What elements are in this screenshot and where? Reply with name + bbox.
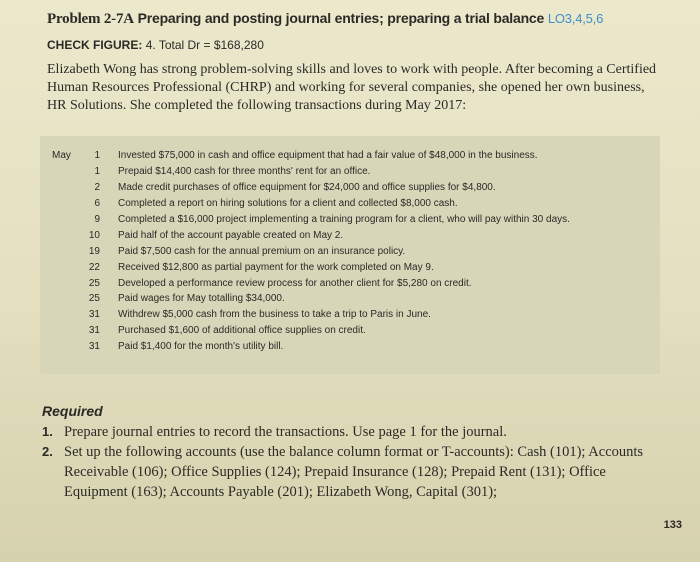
transaction-text: Withdrew $5,000 cash from the business to take a trip to Paris in June. <box>118 309 431 321</box>
transaction-month: May <box>52 150 71 162</box>
transaction-row <box>52 180 570 196</box>
required-list <box>42 422 672 502</box>
transaction-text: Completed a $16,000 project implementing a training program for a client, who will pay within 30 days. <box>118 214 570 225</box>
transaction-day: 31 <box>88 309 100 321</box>
problem-intro: Elizabeth Wong has strong problem-solving skills and loves to work with people. After becoming a Certified Human Resources Professional (CHRP) and working for several companies, she opened her own business, HR Solutions. She completed the following transactions during May 2017: <box>47 62 657 113</box>
transaction-row <box>52 339 570 355</box>
transaction-row <box>52 243 570 259</box>
problem-header <box>47 10 672 115</box>
problem-heading <box>47 10 672 28</box>
transaction-day: 1 <box>94 150 100 162</box>
transaction-day: 1 <box>94 166 100 178</box>
check-figure-value: 4. Total Dr = $168,280 <box>145 38 264 52</box>
transaction-text: Developed a performance review process for another client for $5,280 on credit. <box>118 277 472 289</box>
transaction-row <box>52 323 570 339</box>
transaction-day: 6 <box>94 198 100 210</box>
transaction-text: Paid $7,500 cash for the annual premium on an insurance policy. <box>118 245 406 257</box>
learning-objectives: LO3,4,5,6 <box>547 11 604 26</box>
required-item-text: Prepare journal entries to record the transactions. Use page 1 for the journal. <box>64 424 507 440</box>
transaction-row <box>52 164 570 180</box>
transaction-day: 19 <box>88 245 100 257</box>
transaction-text: Purchased $1,600 of additional office supplies on credit. <box>118 325 366 337</box>
transaction-text: Paid wages for May totalling $34,000. <box>118 293 285 305</box>
required-item <box>42 422 672 442</box>
required-heading: Required <box>42 403 103 419</box>
transaction-text: Paid $1,400 for the month's utility bill. <box>118 341 284 353</box>
transaction-text: Received $12,800 as partial payment for the work completed on May 9. <box>118 261 434 273</box>
transaction-row <box>52 307 570 323</box>
required-item-number: 1. <box>42 424 53 439</box>
transaction-day: 25 <box>88 277 100 289</box>
required-item-text: Set up the following accounts (use the balance column format or T-accounts): Cash (101); Accounts Receivable (106); Office Supplies (124); Prepaid Insurance (128); Prepaid Rent (131); Office Equipment (163); Accounts Payable (201); Elizabeth Wong, Capital (301); <box>64 444 644 500</box>
transaction-text: Completed a report on hiring solutions for a client and collected $8,000 cash. <box>118 198 458 210</box>
problem-label: Problem 2-7A <box>47 11 134 27</box>
transaction-day: 22 <box>88 261 100 273</box>
required-item-number: 2. <box>42 444 53 459</box>
transaction-row <box>52 212 570 228</box>
transaction-row <box>52 291 570 307</box>
required-item <box>42 442 672 502</box>
transaction-row <box>52 275 570 291</box>
transaction-day: 25 <box>88 293 100 305</box>
transaction-text: Invested $75,000 in cash and office equipment that had a fair value of $48,000 in the business. <box>118 150 538 162</box>
transaction-text: Made credit purchases of office equipment for $24,000 and office supplies for $4,800. <box>118 182 496 194</box>
transactions-list <box>52 148 570 355</box>
transaction-text: Prepaid $14,400 cash for three months' rent for an office. <box>118 166 371 178</box>
transaction-day: 9 <box>94 214 100 225</box>
transaction-day: 10 <box>88 229 100 241</box>
transaction-text: Paid half of the account payable created on May 2. <box>118 229 344 241</box>
transaction-day: 31 <box>88 341 100 353</box>
transaction-row <box>52 196 570 212</box>
transaction-day: 2 <box>94 182 100 194</box>
transaction-day: 31 <box>88 325 100 337</box>
transaction-row <box>52 148 570 164</box>
transaction-row <box>52 227 570 243</box>
problem-title: Preparing and posting journal entries; preparing a trial balance <box>137 10 545 26</box>
check-figure <box>47 38 672 52</box>
check-figure-label: CHECK FIGURE: <box>47 38 143 52</box>
page-number: 133 <box>663 519 682 531</box>
transaction-row <box>52 259 570 275</box>
